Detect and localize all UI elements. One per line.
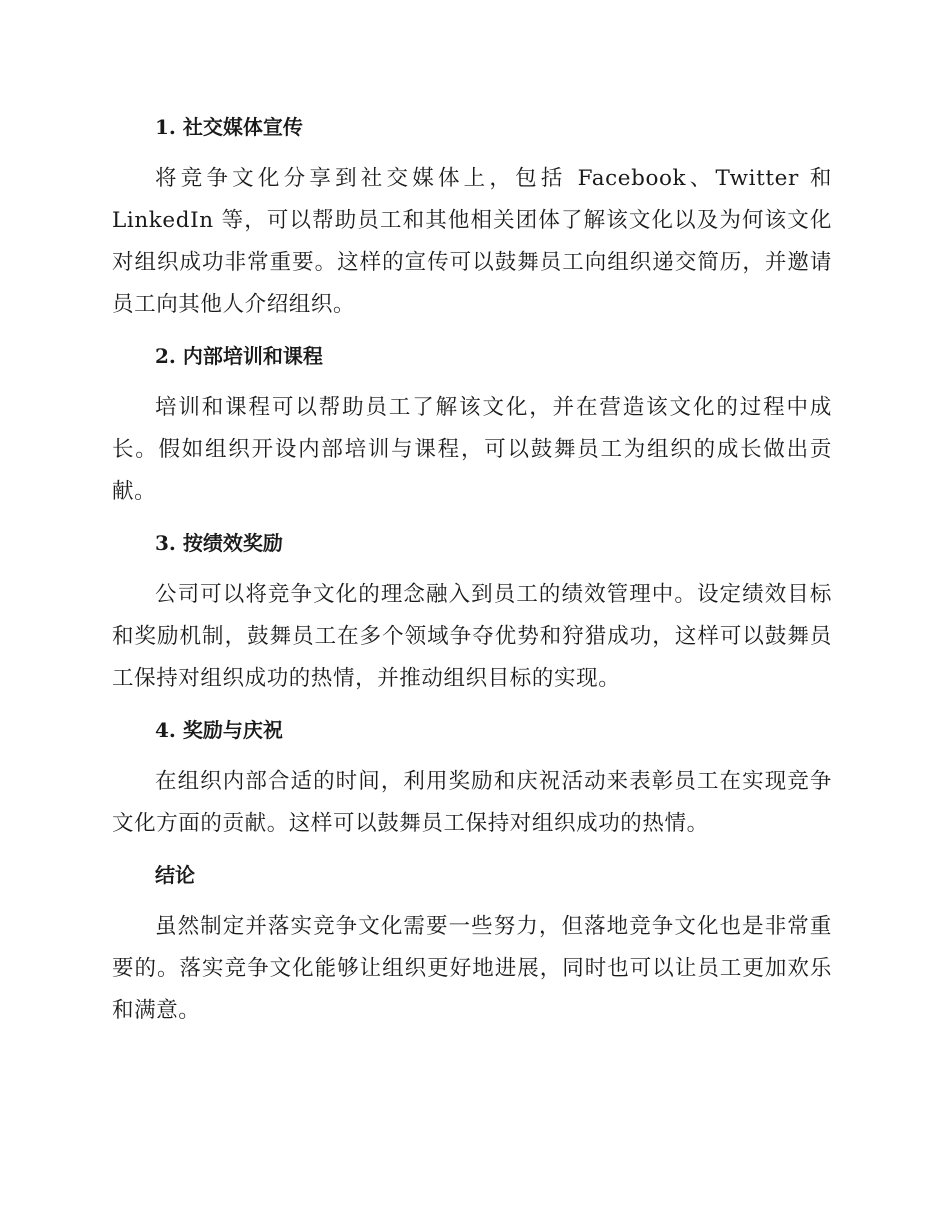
section-body-performance-reward: 公司可以将竞争文化的理念融入到员工的绩效管理中。设定绩效目标和奖励机制，鼓舞员工在多个领域争夺优势和狩猎成功，这样可以鼓舞员工保持对组织成功的热情，并推动组织目标的实现。 bbox=[112, 582, 832, 691]
section-heading-social-media: 1. 社交媒体宣传 bbox=[155, 115, 303, 139]
section-heading-performance-reward: 3. 按绩效奖励 bbox=[155, 531, 283, 555]
section-body-reward-celebration: 在组织内部合适的时间，利用奖励和庆祝活动来表彰员工在实现竞争文化方面的贡献。这样可以鼓舞员工保持对组织成功的热情。 bbox=[112, 769, 832, 836]
document-page bbox=[112, 108, 832, 1043]
section-heading-internal-training: 2. 内部培训和课程 bbox=[155, 344, 323, 368]
section-body-social-media: 将竞争文化分享到社交媒体上，包括 Facebook、Twitter 和 LinkedIn 等，可以帮助员工和其他相关团体了解该文化以及为何该文化对组织成功非常重要。这样的宣传可以鼓舞员工向组织递交简历，并邀请员工向其他人介绍组织。 bbox=[112, 166, 832, 317]
section-heading-reward-celebration: 4. 奖励与庆祝 bbox=[155, 718, 283, 742]
section-body-internal-training: 培训和课程可以帮助员工了解该文化，并在营造该文化的过程中成长。假如组织开设内部培训与课程，可以鼓舞员工为组织的成长做出贡献。 bbox=[112, 395, 832, 504]
section-body-conclusion: 虽然制定并落实竞争文化需要一些努力，但落地竞争文化也是非常重要的。落实竞争文化能够让组织更好地进展，同时也可以让员工更加欢乐和满意。 bbox=[112, 914, 832, 1023]
section-heading-conclusion: 结论 bbox=[155, 863, 195, 887]
